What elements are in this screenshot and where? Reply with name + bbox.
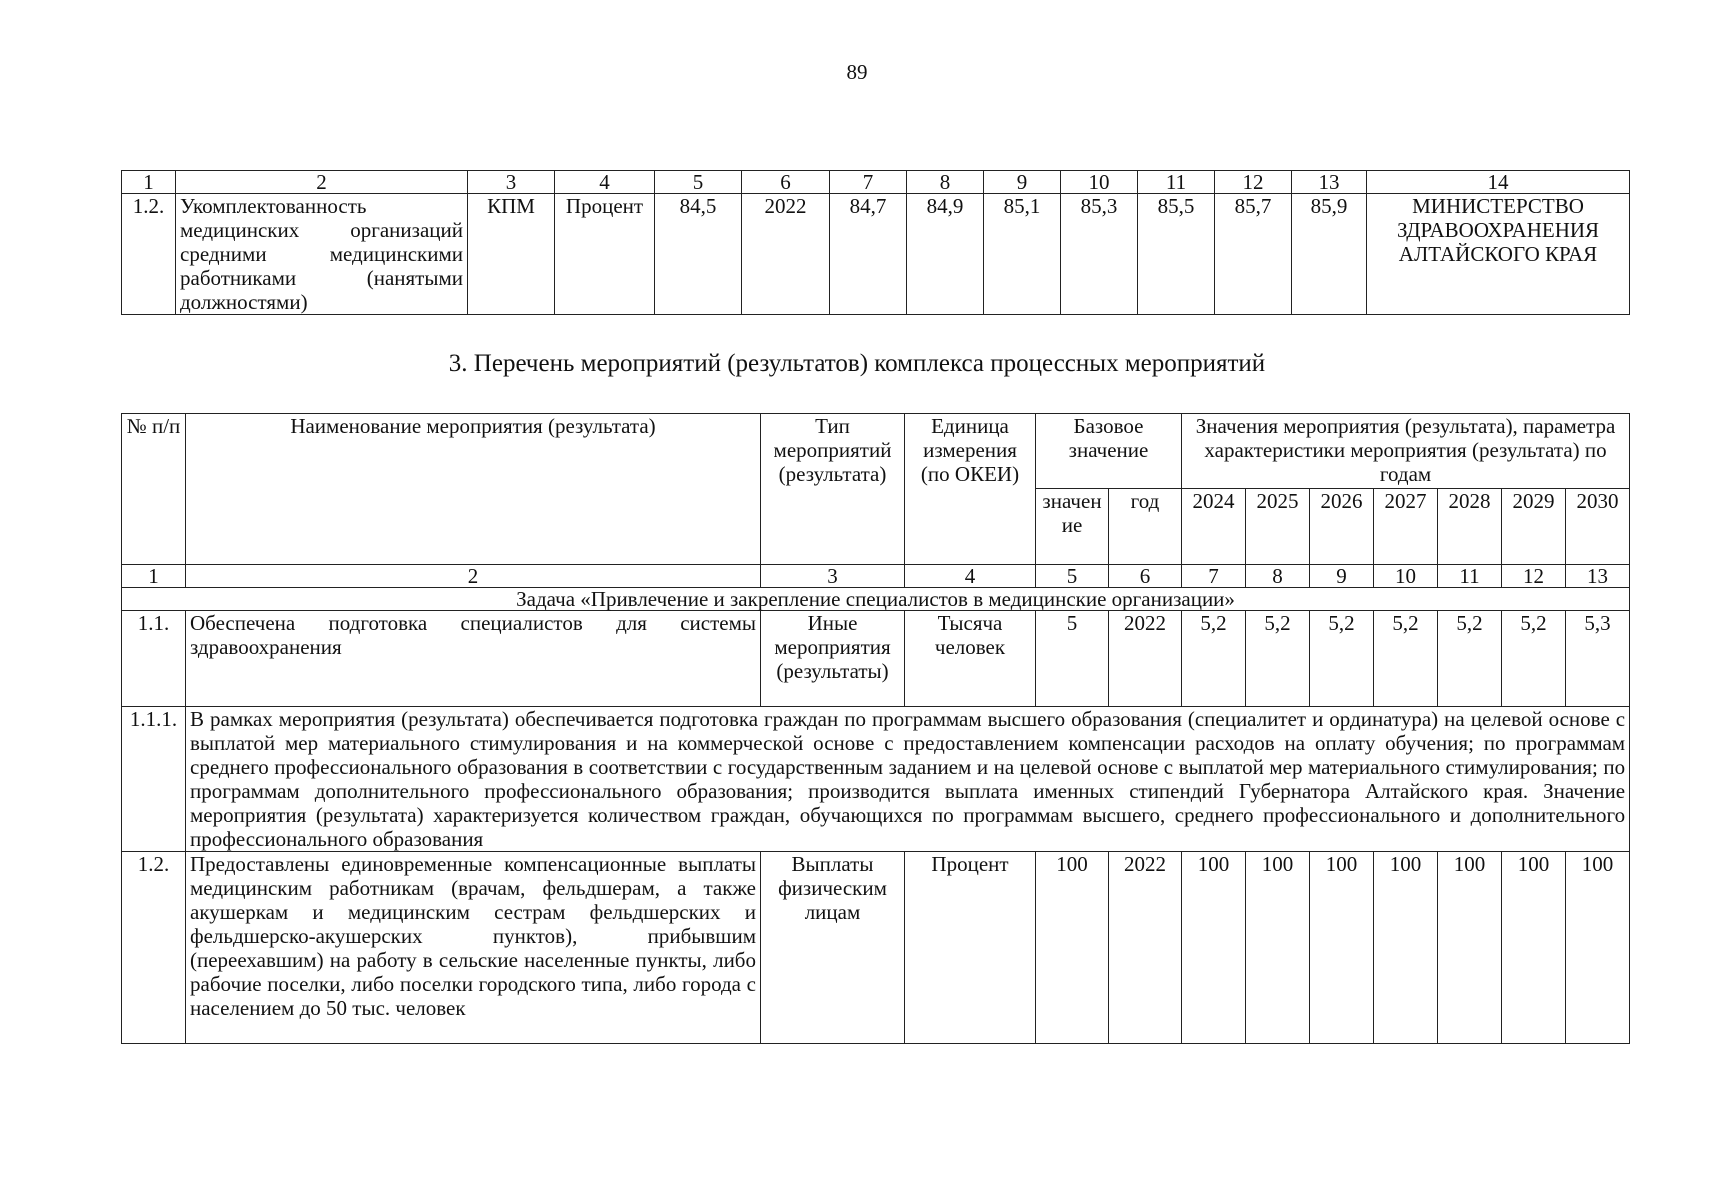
responsible-ministry: МИНИСТЕРСТВО ЗДРАВООХРАНЕНИЯ АЛТАЙСКОГО КРАЯ	[1367, 194, 1630, 315]
col-num: 5	[655, 171, 742, 194]
col-num: 4	[905, 565, 1036, 588]
indicators-table	[121, 170, 1630, 315]
header-values-group: Значения мероприятия (результата), параметра характеристики мероприятия (результата) по годам	[1182, 414, 1630, 489]
indicator-type: КПМ	[468, 194, 555, 315]
value-cell: 100	[1502, 852, 1566, 1044]
col-num: 13	[1566, 565, 1630, 588]
header-year: 2028	[1438, 489, 1502, 565]
header-base: Базовое значение	[1036, 414, 1182, 489]
measure-unit: Процент	[905, 852, 1036, 1044]
task-row	[122, 588, 1630, 611]
header-year: 2026	[1310, 489, 1374, 565]
measure-description: В рамках мероприятия (результата) обеспечивается подготовка граждан по программам высшего образования (специалитет и ординатура) на целевой основе с выплатой мер материального стимулирования и на коммерческой основе с предоставлением компенсации расходов на оплату обучения; по программам среднего профессионального образования в соответствии с государственным заданием и на целевой основе с выплатой мер материального стимулирования; по программам дополнительного профессионального образования; производится выплата именных стипендий Губернатора Алтайского края. Значение мероприятия (результата) характеризуется количеством граждан, обучающихся по программам высшего, среднего профессионального и дополнительного профессионального образования	[186, 707, 1630, 852]
value-cell: 100	[1438, 852, 1502, 1044]
value-cell: 85,7	[1215, 194, 1292, 315]
measure-type: Выплаты физическим лицам	[761, 852, 905, 1044]
header-unit: Единица измерения (по ОКЕИ)	[905, 414, 1036, 565]
indicator-name: Укомплектованность медицинских организаций средними медицинскими работниками (нанятыми должностями)	[176, 194, 468, 315]
measure-type: Иные мероприятия (результаты)	[761, 611, 905, 707]
col-num: 9	[984, 171, 1061, 194]
col-num: 11	[1138, 171, 1215, 194]
header-row	[122, 414, 1630, 489]
measures-table	[121, 413, 1630, 1044]
measure-name: Обеспечена подготовка специалистов для системы здравоохранения	[186, 611, 761, 707]
value-cell: 84,5	[655, 194, 742, 315]
col-num: 4	[555, 171, 655, 194]
col-num: 8	[907, 171, 984, 194]
value-cell: 84,7	[830, 194, 907, 315]
base-year: 2022	[1109, 852, 1182, 1044]
value-cell: 84,9	[907, 194, 984, 315]
header-num: № п/п	[122, 414, 186, 565]
header-year: 2024	[1182, 489, 1246, 565]
value-cell: 5,2	[1438, 611, 1502, 707]
value-cell: 5,2	[1246, 611, 1310, 707]
base-value: 5	[1036, 611, 1109, 707]
col-num: 13	[1292, 171, 1367, 194]
indicator-unit: Процент	[555, 194, 655, 315]
page-number: 89	[846, 60, 868, 84]
value-cell: 100	[1246, 852, 1310, 1044]
header-year: 2029	[1502, 489, 1566, 565]
col-num: 5	[1036, 565, 1109, 588]
value-cell: 5,2	[1182, 611, 1246, 707]
value-cell: 85,3	[1061, 194, 1138, 315]
header-base-value: значение	[1036, 489, 1109, 565]
task-title: Задача «Привлечение и закрепление специалистов в медицинские организации»	[122, 588, 1630, 611]
col-num: 3	[468, 171, 555, 194]
row-number: 1.1.	[122, 611, 186, 707]
header-year: 2027	[1374, 489, 1438, 565]
table-row	[122, 611, 1630, 707]
col-num: 10	[1374, 565, 1438, 588]
col-num: 12	[1215, 171, 1292, 194]
table-row	[122, 852, 1630, 1044]
measure-unit: Тысяча человек	[905, 611, 1036, 707]
col-num: 2	[186, 565, 761, 588]
row-number: 1.1.1.	[122, 707, 186, 852]
col-num: 7	[1182, 565, 1246, 588]
value-cell: 100	[1374, 852, 1438, 1044]
header-name: Наименование мероприятия (результата)	[186, 414, 761, 565]
value-cell: 100	[1310, 852, 1374, 1044]
col-num: 7	[830, 171, 907, 194]
value-cell: 100	[1182, 852, 1246, 1044]
col-num: 1	[122, 565, 186, 588]
value-cell: 5,3	[1566, 611, 1630, 707]
section-title: 3. Перечень мероприятий (результатов) комплекса процессных мероприятий	[448, 350, 1266, 377]
col-num: 12	[1502, 565, 1566, 588]
col-num: 6	[1109, 565, 1182, 588]
header-base-year: год	[1109, 489, 1182, 565]
col-num: 14	[1367, 171, 1630, 194]
col-num: 11	[1438, 565, 1502, 588]
value-cell: 5,2	[1310, 611, 1374, 707]
col-num: 1	[122, 171, 176, 194]
value-cell: 2022	[742, 194, 830, 315]
table-row	[122, 194, 1630, 315]
col-num: 9	[1310, 565, 1374, 588]
value-cell: 85,5	[1138, 194, 1215, 315]
col-num: 2	[176, 171, 468, 194]
value-cell: 5,2	[1502, 611, 1566, 707]
measure-name: Предоставлены единовременные компенсационные выплаты медицинским работникам (врачам, фельдшерам, а также акушеркам и медицинским сестрам фельдшерских и фельдшерско-акушерских пунктов), прибывшим (переехавшим) на работу в сельские населенные пункты, либо рабочие поселки, либо поселки городского типа, либо города с населением до 50 тыс. человек	[186, 852, 761, 1044]
base-value: 100	[1036, 852, 1109, 1044]
col-num: 3	[761, 565, 905, 588]
header-year: 2025	[1246, 489, 1310, 565]
header-type: Тип мероприятий (результата)	[761, 414, 905, 565]
col-num: 10	[1061, 171, 1138, 194]
col-num: 6	[742, 171, 830, 194]
value-cell: 5,2	[1374, 611, 1438, 707]
column-number-row	[122, 565, 1630, 588]
table-row	[122, 707, 1630, 852]
row-number: 1.2.	[122, 852, 186, 1044]
value-cell: 100	[1566, 852, 1630, 1044]
base-year: 2022	[1109, 611, 1182, 707]
column-number-row	[122, 171, 1630, 194]
value-cell: 85,1	[984, 194, 1061, 315]
header-year: 2030	[1566, 489, 1630, 565]
col-num: 8	[1246, 565, 1310, 588]
row-number: 1.2.	[122, 194, 176, 315]
value-cell: 85,9	[1292, 194, 1367, 315]
